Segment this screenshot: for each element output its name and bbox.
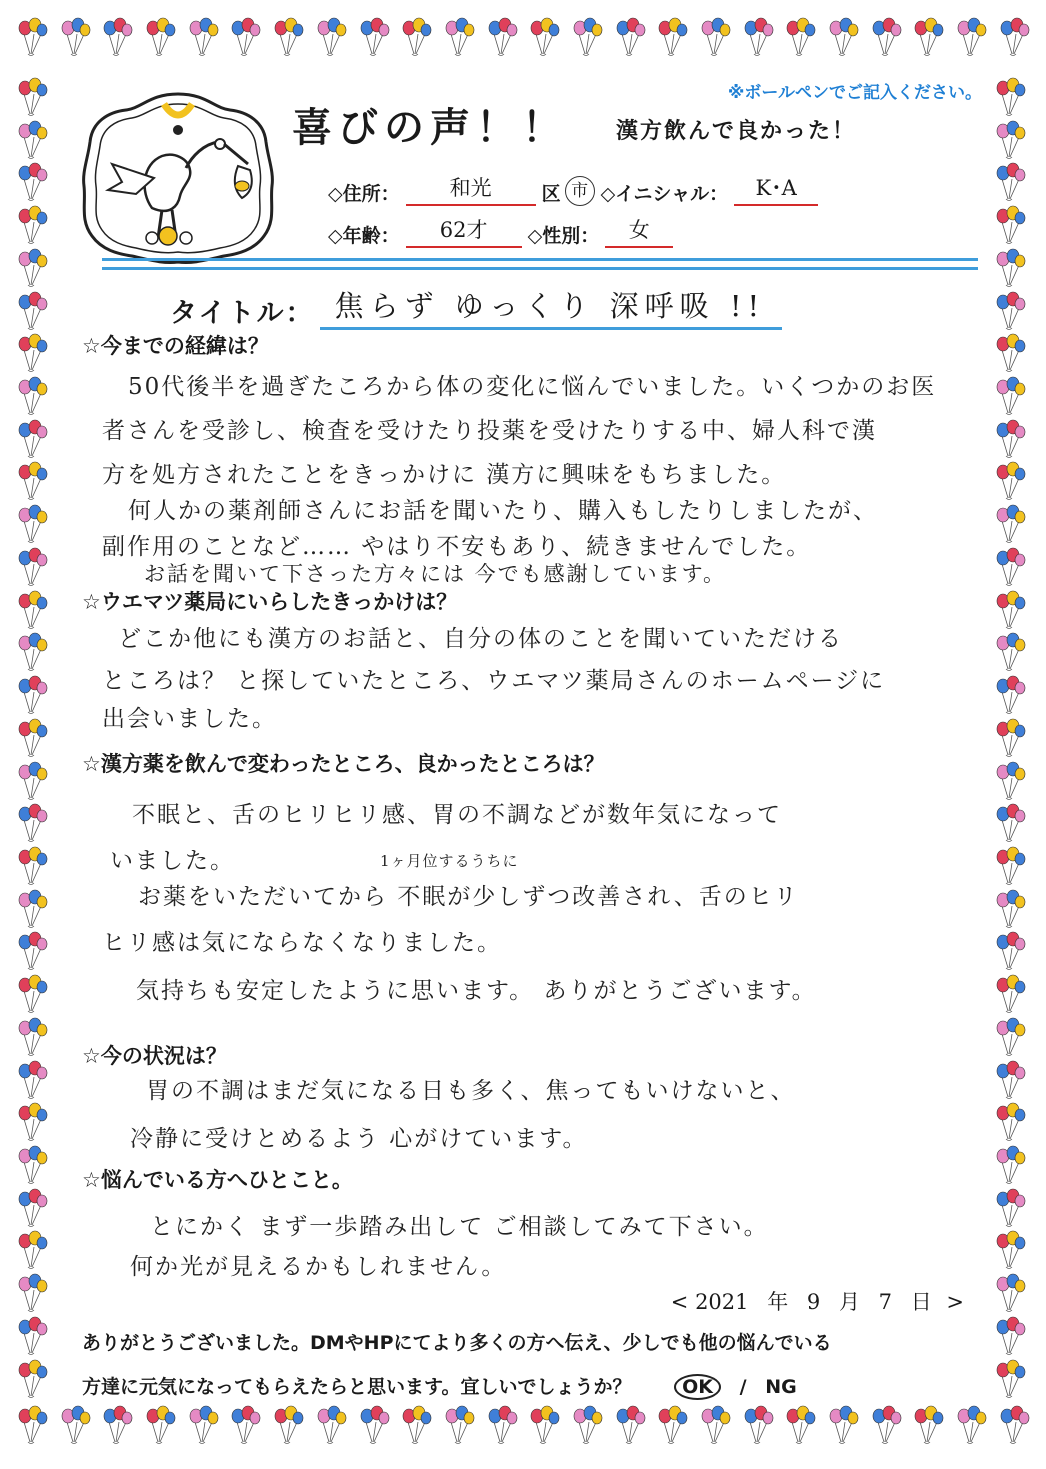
balloon-icon [14,119,50,161]
gender-field[interactable]: 女 [605,214,673,248]
date-open: < [670,1290,689,1314]
section-question-message: ☆悩んでいる方へひとこと。 [82,1168,353,1192]
date-day[interactable]: 7 [878,1290,893,1314]
balloon-icon [992,375,1028,417]
balloon-icon [313,16,349,58]
balloon-icon [14,1272,50,1314]
balloon-icon [142,1404,178,1446]
balloon-icon [782,16,818,58]
balloon-icon [14,802,50,844]
balloon-icon [14,760,50,802]
balloon-icon [398,16,434,58]
balloon-icon [612,1404,648,1446]
balloon-icon [14,1059,50,1101]
balloon-icon [441,16,477,58]
inserted-note: 1ヶ月位するうちに [380,852,519,870]
balloon-icon [992,1059,1028,1101]
answer-line: お話を聞いて下さった方々には 今でも感謝しています。 [144,562,726,586]
choice-separator: / [739,1376,747,1398]
balloon-icon [14,1144,50,1186]
balloon-icon [910,1404,946,1446]
balloon-icon [569,16,605,58]
balloon-icon [825,1404,861,1446]
balloon-icon [526,1404,562,1446]
answer-line: どこか他にも漢方のお話と、自分の体のことを聞いていただける [118,626,843,652]
answer-line: とにかく まず一歩踏み出して ご相談してみて下さい。 [150,1214,769,1240]
date-month[interactable]: 9 [806,1290,821,1314]
section-question-history: ☆今までの経緯は？ [82,334,269,358]
headline: 喜びの声！！ [292,104,568,151]
balloon-icon [313,1404,349,1446]
address-initials-row [328,172,824,206]
title-field[interactable]: 焦らず ゆっくり 深呼吸 !! [320,284,782,330]
balloon-icon [227,16,263,58]
balloon-icon [992,1272,1028,1314]
answer-line: 方を処方されたことをきっかけに 漢方に興味をもちました。 [102,462,787,488]
balloon-icon [356,16,392,58]
ng-option[interactable]: NG [765,1376,797,1398]
balloon-icon [992,1358,1028,1400]
balloon-icon [992,119,1028,161]
balloon-icon [697,16,733,58]
answer-line: 何人かの薬剤師さんにお話を聞いたり、購入もしたりしましたが、 [128,498,878,524]
gender-label: ◇性別： [527,225,600,247]
balloon-icon [14,1016,50,1058]
answer-line: 者さんを受診し、検査を受けたり投薬を受けたりする中、婦人科で漢 [102,418,877,444]
balloon-icon [14,717,50,759]
balloon-icon [398,1404,434,1446]
header-divider [102,258,978,270]
closing-consent-row [82,1372,797,1400]
balloon-icon [740,1404,776,1446]
address-field[interactable]: 和光 [406,172,536,206]
balloon-icon [14,161,50,203]
balloon-icon [14,674,50,716]
balloon-icon [14,1315,50,1357]
balloon-icon [14,290,50,332]
answer-line: 出会いました。 [102,706,277,732]
date-year[interactable]: 2021 [695,1290,749,1314]
balloon-icon [612,16,648,58]
date-day-unit: 日 [910,1290,932,1314]
stork-emblem-icon [78,86,278,268]
balloon-icon [14,16,50,58]
balloon-icon [14,332,50,374]
balloon-icon [14,845,50,887]
balloon-icon [992,631,1028,673]
balloon-icon [57,16,93,58]
balloon-icon [14,589,50,631]
ward-option-circled[interactable]: 市 [565,176,595,206]
balloon-icon [14,973,50,1015]
balloon-icon [14,1229,50,1271]
balloon-icon [99,16,135,58]
balloon-icon [484,16,520,58]
balloon-icon [992,1144,1028,1186]
age-label: ◇年齢： [328,225,400,247]
balloon-icon [992,888,1028,930]
balloon-border-left [14,76,54,1400]
initials-field[interactable]: K･A [734,172,818,206]
title-row [170,284,782,330]
balloon-icon [868,1404,904,1446]
balloon-icon [697,1404,733,1446]
consent-choice [674,1374,797,1400]
balloon-icon [992,760,1028,802]
balloon-icon [14,1101,50,1143]
balloon-icon [996,16,1032,58]
balloon-icon [996,1404,1032,1446]
balloon-icon [825,16,861,58]
balloon-icon [992,930,1028,972]
balloon-icon [992,204,1028,246]
balloon-icon [992,1101,1028,1143]
balloon-icon [992,161,1028,203]
balloon-icon [484,1404,520,1446]
balloon-icon [99,1404,135,1446]
answer-line: いました。 [110,848,235,874]
ok-option-circled[interactable]: OK [674,1374,721,1400]
balloon-icon [992,546,1028,588]
balloon-icon [14,375,50,417]
balloon-icon [14,1358,50,1400]
date-close: > [946,1290,964,1314]
balloon-icon [992,332,1028,374]
balloon-icon [14,204,50,246]
date [671,1286,964,1316]
balloon-icon [526,16,562,58]
balloon-icon [270,16,306,58]
balloon-border-bottom [14,1404,1032,1460]
balloon-icon [14,418,50,460]
balloon-icon [992,1229,1028,1271]
balloon-icon [910,16,946,58]
balloon-icon [992,1187,1028,1229]
balloon-icon [992,247,1028,289]
balloon-icon [953,1404,989,1446]
balloon-icon [356,1404,392,1446]
balloon-icon [992,845,1028,887]
answer-line: 副作用のことなど…… やはり不安もあり、続きませんでした。 [102,534,812,560]
balloon-icon [14,247,50,289]
date-year-unit: 年 [767,1290,789,1314]
balloon-icon [227,1404,263,1446]
balloon-icon [14,1187,50,1229]
balloon-icon [992,1016,1028,1058]
balloon-icon [14,546,50,588]
balloon-icon [992,973,1028,1015]
closing-line: ありがとうございました。DMやHPにてより多くの方へ伝え、少しでも他の悩んでいる [82,1332,832,1354]
balloon-icon [57,1404,93,1446]
date-month-unit: 月 [838,1290,860,1314]
balloon-icon [14,1404,50,1446]
balloon-icon [441,1404,477,1446]
balloon-border-right [992,76,1032,1400]
balloon-icon [14,631,50,673]
balloon-border-top [14,16,1032,72]
answer-line: ところは？ と探していたところ、ウエマツ薬局さんのホームページに [102,668,886,694]
balloon-icon [270,1404,306,1446]
initials-label: ◇イニシャル： [600,183,729,205]
balloon-icon [185,16,221,58]
subheadline: 漢方飲んで良かった！ [616,119,857,144]
balloon-icon [992,589,1028,631]
balloon-icon [992,1315,1028,1357]
balloon-icon [992,717,1028,759]
answer-line: ヒリ感は気にならなくなりました。 [102,930,502,956]
balloon-icon [992,674,1028,716]
balloon-icon [992,802,1028,844]
balloon-icon [992,503,1028,545]
balloon-icon [14,888,50,930]
answer-line: 50代後半を過ぎたころから体の変化に悩んでいました。いくつかのお医 [128,374,937,400]
answer-line: 胃の不調はまだ気になる日も多く、焦ってもいけないと、 [146,1078,796,1104]
balloon-icon [868,16,904,58]
balloon-icon [14,503,50,545]
balloon-icon [14,76,50,118]
address-label: ◇住所： [328,183,400,205]
balloon-icon [142,16,178,58]
ballpoint-note: ※ボールペンでご記入ください。 [727,83,982,103]
section-question-current: ☆今の状況は？ [82,1044,227,1068]
balloon-icon [654,16,690,58]
balloon-icon [569,1404,605,1446]
balloon-icon [992,290,1028,332]
age-field[interactable]: 62才 [406,214,522,248]
title-label: タイトル： [170,298,315,329]
section-question-effects: ☆漢方薬を飲んで変わったところ、良かったところは？ [82,752,605,776]
section-question-reason: ☆ウエマツ薬局にいらしたきっかけは？ [82,590,458,614]
balloon-icon [14,460,50,502]
age-gender-row [328,214,679,248]
answer-line: 冷静に受けとめるよう 心がけています。 [130,1126,588,1152]
balloon-icon [953,16,989,58]
balloon-icon [992,418,1028,460]
ward-label: 区 [541,183,561,205]
testimonial-form [58,72,988,1402]
balloon-icon [992,76,1028,118]
answer-line: 不眠と、舌のヒリヒリ感、胃の不調などが数年気になって [132,802,782,828]
balloon-icon [185,1404,221,1446]
balloon-icon [740,16,776,58]
balloon-icon [14,930,50,972]
balloon-icon [782,1404,818,1446]
answer-line: 気持ちも安定したように思います。 ありがとうございます。 [136,978,817,1004]
answer-line: 何か光が見えるかもしれません。 [130,1254,507,1280]
closing-line: 方達に元気になってもらえたらと思います。宜しいでしょうか？ [82,1376,632,1398]
balloon-icon [654,1404,690,1446]
answer-line: お薬をいただいてから 不眠が少しずつ改善され、舌のヒリ [138,884,799,910]
balloon-icon [992,460,1028,502]
